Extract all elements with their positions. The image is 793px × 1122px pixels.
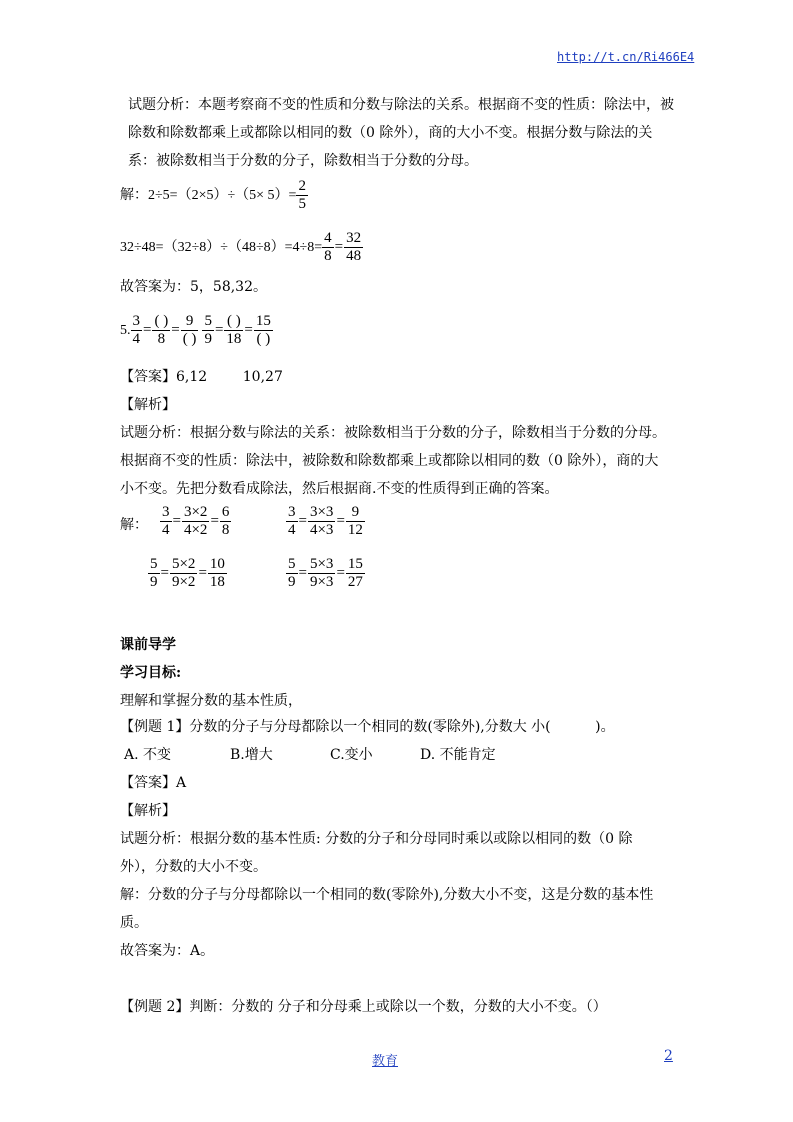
equals-sign: = bbox=[214, 322, 224, 338]
answer-5: 【答案】6,12 10,27 bbox=[120, 369, 283, 385]
example-1-jiexi: 【解析】 bbox=[120, 803, 176, 819]
fraction: $\frac{32}{48}$ bbox=[346, 230, 362, 264]
example-1-analysis-line-2: 外），分数的大小不变。 bbox=[120, 859, 267, 875]
analysis-2-line-2: 根据商不变的性质：除法中，被除数和除数都乘上或都除以相同的数（0 除外），商的大 bbox=[120, 453, 659, 469]
equals-sign: = bbox=[298, 565, 307, 581]
fraction: $\frac{2}{5}$ bbox=[298, 178, 306, 212]
fraction: $\frac{5}{9}$ bbox=[204, 313, 212, 347]
equation-row-2b bbox=[286, 556, 365, 591]
example-1-analysis-line-1: 试题分析：根据分数的基本性质: 分数的分子和分母同时乘以或除以相同的数（0 除 bbox=[120, 831, 633, 847]
fraction: $\frac{3}{4}$ bbox=[288, 504, 296, 538]
fraction: $\frac{5\times 2}{9\times 2}$ bbox=[171, 556, 196, 590]
solution-1-line-1-text: 解：2÷5=（2×5）÷（5× 5）= bbox=[120, 187, 297, 203]
fraction: $\frac{3\times 2}{4\times 2}$ bbox=[183, 504, 208, 538]
goal-title: 学习目标: bbox=[120, 665, 182, 681]
fraction: $\frac{9}{12}$ bbox=[347, 504, 363, 538]
jiexi-label: 【解析】 bbox=[120, 397, 176, 413]
fraction: $\frac{5}{9}$ bbox=[150, 556, 158, 590]
fraction: $\frac{4}{8}$ bbox=[324, 230, 332, 264]
analysis-2-line-3: 小不变。先把分数看成除法，然后根据商.不变的性质得到正确的答案。 bbox=[120, 481, 559, 497]
section-title: 课前导学 bbox=[120, 637, 176, 653]
fraction: $\frac{5}{9}$ bbox=[288, 556, 296, 590]
equals-sign: = bbox=[143, 322, 152, 338]
example-1-option-a: A. 不变 bbox=[124, 747, 172, 763]
fraction: $\frac{6}{8}$ bbox=[221, 504, 230, 538]
fraction-blank: $\frac{( )}{8}$ bbox=[154, 313, 169, 347]
analysis-1-line-2: 除数和除数都乘上或都除以相同的数（0 除外），商的大小不变。根据分数与除法的关 bbox=[128, 125, 653, 141]
equals-sign: = bbox=[210, 513, 219, 529]
equals-sign: = bbox=[334, 239, 344, 255]
solution-1-line-2 bbox=[120, 230, 363, 265]
fraction: $\frac{3\times 3}{4\times 3}$ bbox=[309, 504, 334, 538]
header-link[interactable]: http://t.cn/Ri466E4 bbox=[557, 50, 695, 64]
example-1-option-b: B.增大 bbox=[230, 747, 273, 763]
fraction: $\frac{10}{18}$ bbox=[209, 556, 225, 590]
example-1-solution-line-1: 解：分数的分子与分母都除以一个相同的数(零除外),分数大小不变，这是分数的基本性 bbox=[120, 887, 654, 903]
fraction-blank: $\frac{15}{( )}$ bbox=[255, 313, 271, 347]
example-1-answer: 【答案】A bbox=[120, 775, 187, 791]
equals-sign: = bbox=[172, 513, 181, 529]
equation-row-2a bbox=[148, 556, 227, 591]
fraction: $\frac{15}{27}$ bbox=[347, 556, 363, 590]
solution-1-line-1 bbox=[120, 178, 308, 213]
equals-sign: = bbox=[298, 513, 307, 529]
equals-sign: = bbox=[198, 565, 207, 581]
analysis-1-line-1: 试题分析：本题考察商不变的性质和分数与除法的关系。根据商不变的性质：除法中，被 bbox=[128, 97, 674, 113]
example-1-solution-line-2: 质。 bbox=[120, 915, 148, 931]
example-1-question: 【例题 1】分数的分子与分母都除以一个相同的数(零除外),分数大 小( )。 bbox=[120, 719, 615, 735]
footer-link[interactable]: 教育 bbox=[372, 1054, 399, 1069]
equals-sign: = bbox=[336, 565, 345, 581]
fraction: $\frac{3}{4}$ bbox=[132, 313, 140, 347]
question-number: 5. bbox=[120, 322, 131, 338]
example-1-option-c: C.变小 bbox=[330, 747, 373, 763]
example-1-conclusion: 故答案为：A。 bbox=[120, 943, 215, 959]
equals-sign: = bbox=[160, 565, 169, 581]
question-5 bbox=[120, 313, 273, 348]
fraction-blank: $\frac{( )}{18}$ bbox=[226, 313, 242, 347]
equation-row-1b bbox=[286, 504, 365, 539]
example-1-option-d: D. 不能肯定 bbox=[420, 747, 496, 763]
fraction-blank: $\frac{9}{( )}$ bbox=[182, 313, 197, 347]
analysis-2-line-1: 试题分析：根据分数与除法的关系：被除数相当于分数的分子，除数相当于分数的分母。 bbox=[120, 425, 666, 441]
analysis-1-line-3: 系：被除数相当于分数的分子，除数相当于分数的分母。 bbox=[128, 153, 478, 169]
equation-row-1a bbox=[160, 504, 231, 539]
page-number: 2 bbox=[664, 1048, 673, 1064]
equals-sign: = bbox=[244, 322, 253, 338]
equals-sign: = bbox=[336, 513, 345, 529]
fraction: $\frac{5\times 3}{9\times 3}$ bbox=[309, 556, 334, 590]
goal-text: 理解和掌握分数的基本性质， bbox=[120, 693, 302, 709]
example-2-question: 【例题 2】判断：分数的 分子和分母乘上或除以一个数，分数的大小不变。（） bbox=[120, 999, 607, 1015]
fraction: $\frac{3}{4}$ bbox=[162, 504, 170, 538]
equals-sign: = bbox=[171, 322, 180, 338]
solution-1-answer: 故答案为：5，58,32。 bbox=[120, 279, 267, 295]
solution-2-label: 解： bbox=[120, 517, 148, 533]
solution-1-line-2-text: 32÷48=（32÷8）÷（48÷8）=4÷8= bbox=[120, 239, 323, 255]
